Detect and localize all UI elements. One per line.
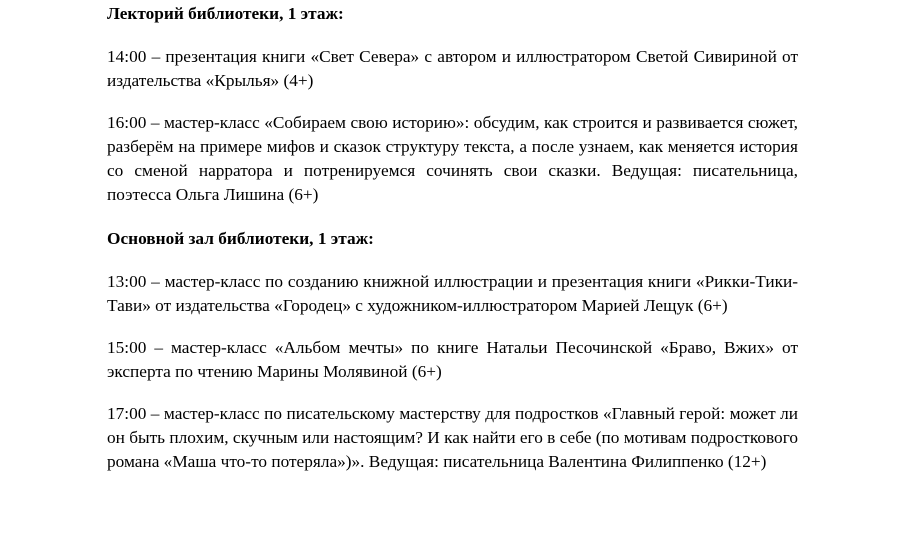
- event-paragraph: 14:00 – презентация книги «Свет Севера» с автором и иллюстратором Светой Сивириной от издательства «Крылья» (4+): [107, 47, 798, 90]
- spacer: [107, 318, 798, 336]
- event-paragraph: 15:00 – мастер-класс «Альбом мечты» по книге Натальи Песочинской «Браво, Вжих» от эксперта по чтению Марины Молявиной (6+): [107, 338, 798, 381]
- event-paragraph: 16:00 – мастер-класс «Собираем свою историю»: обсудим, как строится и развивается сюжет, разберём на примере мифов и сказок структуру текста, а после узнаем, как меняется история со сменой нарратора и потренируемся сочинять свои сказки. Ведущая: писательница, поэтесса Ольга Лишина (6+): [107, 113, 798, 204]
- section-heading-lectorium: Лекторий библиотеки, 1 этаж:: [107, 4, 344, 23]
- event-paragraph: 17:00 – мастер-класс по писательскому мастерству для подростков «Главный герой: может ли он быть плохим, скучным или настоящим? И как найти его в себе (по мотивам подросткового романа «Маша что-то потеряла»)». Ведущая: писательница Валентина Филиппенко (12+): [107, 404, 798, 471]
- spacer: [107, 207, 798, 225]
- spacer: [107, 251, 798, 270]
- spacer: [107, 93, 798, 111]
- section-heading-main-hall: Основной зал библиотеки, 1 этаж:: [107, 229, 374, 248]
- event-paragraph: 13:00 – мастер-класс по созданию книжной иллюстрации и презентация книги «Рикки-Тики-Тави» от издательства «Городец» с художником-иллюстратором Марией Лещук (6+): [107, 272, 798, 315]
- spacer: [107, 384, 798, 402]
- spacer: [107, 26, 798, 45]
- document-page: [107, 0, 798, 474]
